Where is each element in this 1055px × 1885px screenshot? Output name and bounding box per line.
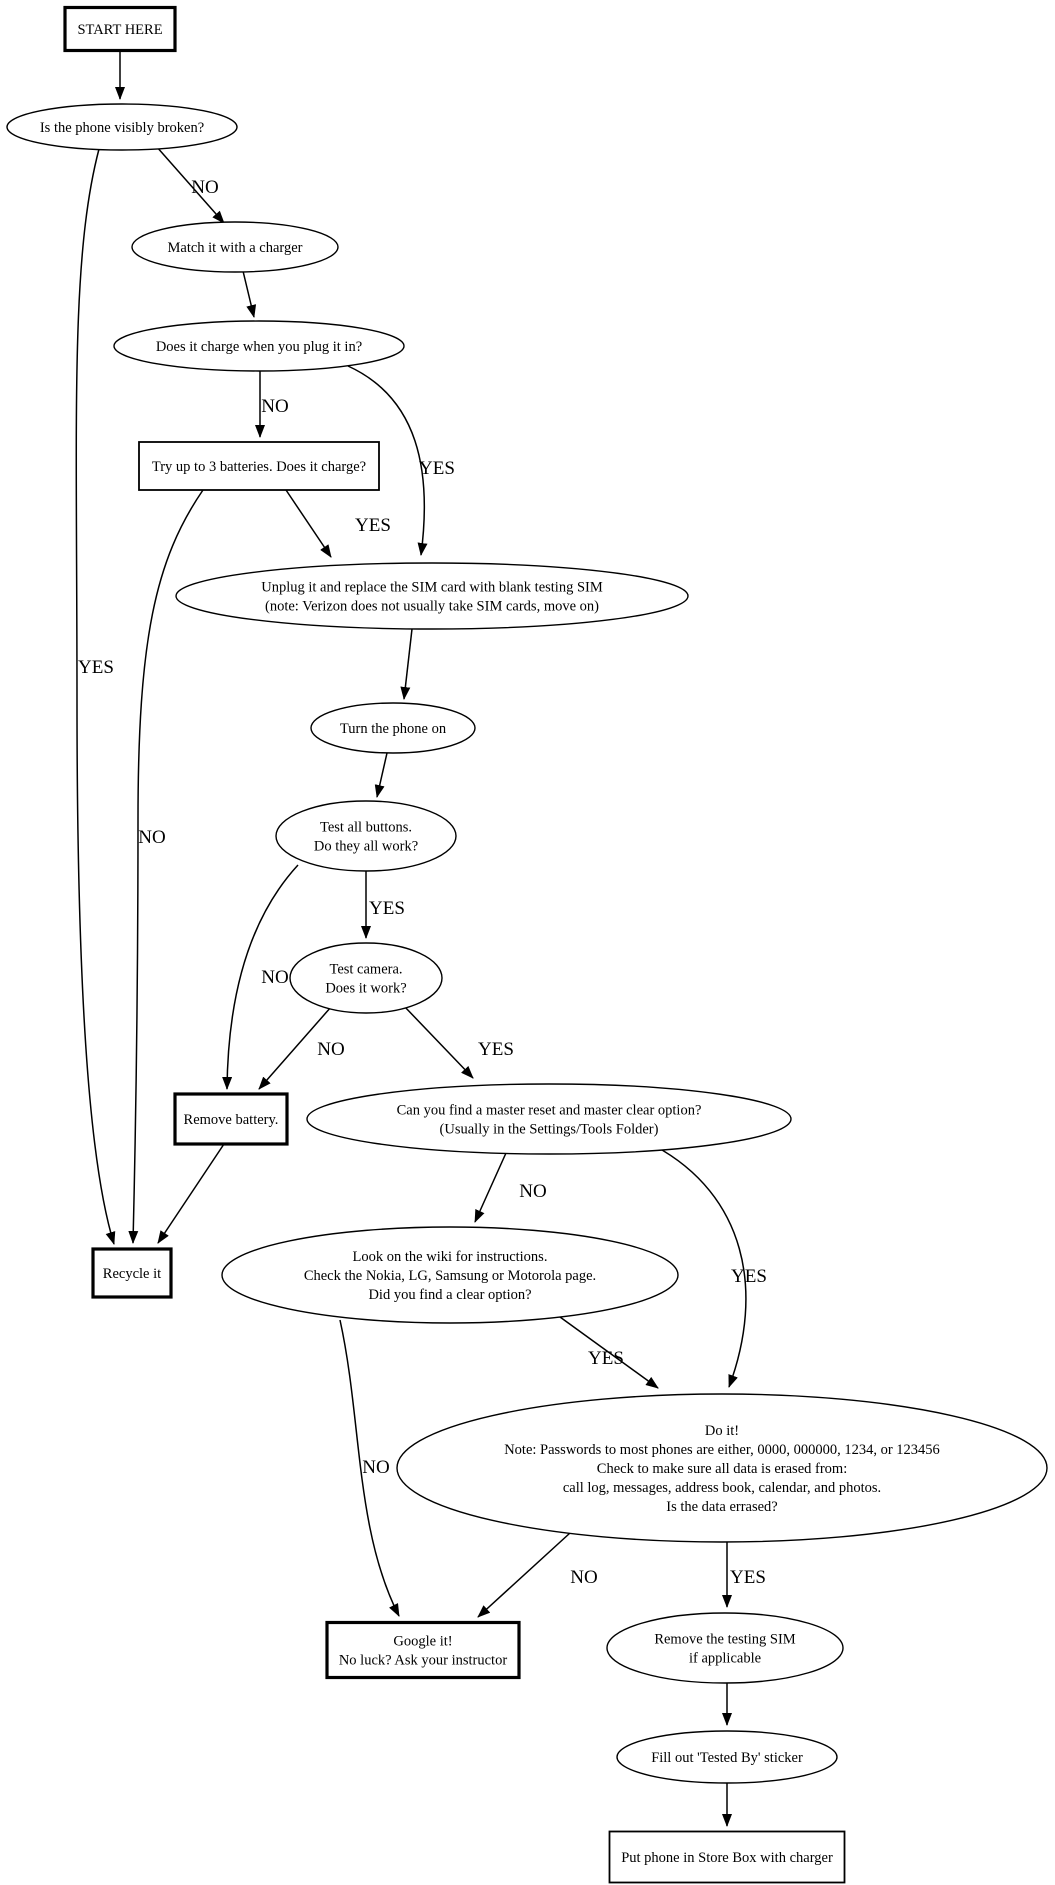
node-removesim xyxy=(607,1613,843,1683)
edge-removebattery-recycle xyxy=(158,1144,224,1243)
edge-doit-google xyxy=(478,1533,598,1617)
edge-label-wiki-google: NO xyxy=(362,1457,390,1478)
node-sticker xyxy=(617,1731,837,1783)
edge-label-buttons-removebattery: NO xyxy=(261,967,289,988)
node-google-label-line: No luck? Ask your instructor xyxy=(338,1652,508,1669)
edge-layer xyxy=(76,51,767,1826)
node-recycle xyxy=(93,1249,171,1297)
node-buttons xyxy=(276,801,456,871)
edge-label-batteries-recycle: NO xyxy=(138,827,166,848)
edge-buttons-camera xyxy=(366,871,405,938)
edge-line-batteries-unplug xyxy=(286,490,331,557)
edge-wiki-google xyxy=(340,1320,399,1616)
node-storebox-label-line: Put phone in Store Box with charger xyxy=(621,1850,833,1866)
edge-label-buttons-camera: YES xyxy=(369,898,405,919)
node-turnon xyxy=(311,703,475,753)
edge-camera-removebattery xyxy=(259,1007,345,1089)
node-broken xyxy=(7,104,237,150)
edge-doit-removesim xyxy=(727,1542,766,1607)
node-wiki-label-line: Check the Nokia, LG, Samsung or Motorola page. xyxy=(303,1268,597,1284)
node-charge xyxy=(114,321,404,371)
node-doit-label-line: Note: Passwords to most phones are either, 0000, 000000, 1234, or 123456 xyxy=(504,1442,940,1458)
node-batteries xyxy=(139,442,379,490)
edge-label-camera-removebattery: NO xyxy=(317,1039,345,1060)
node-camera-ellipse xyxy=(290,943,442,1013)
node-buttons-label-line: Test all buttons. xyxy=(319,819,413,836)
node-charge-label-line: Does it charge when you plug it in? xyxy=(155,339,363,355)
node-broken-label-line: Is the phone visibly broken? xyxy=(39,120,205,136)
node-unplug-label-line: Unplug it and replace the SIM card with blank testing SIM xyxy=(261,579,603,596)
edge-unplug-turnon xyxy=(404,629,412,699)
node-storebox xyxy=(610,1832,845,1883)
node-unplug xyxy=(176,563,688,629)
edge-turnon-buttons xyxy=(377,753,387,797)
node-layer xyxy=(7,8,1047,1883)
node-google xyxy=(327,1623,519,1678)
node-start xyxy=(65,8,175,51)
edge-label-wiki-doit: YES xyxy=(588,1348,624,1369)
edge-line-masterreset-wiki xyxy=(475,1153,506,1222)
node-camera-label-line: Does it work? xyxy=(325,980,407,997)
node-unplug-label-line: (note: Verizon does not usually take SIM cards, move on) xyxy=(265,598,599,615)
node-masterreset-label-line: (Usually in the Settings/Tools Folder) xyxy=(439,1121,659,1138)
node-doit-label-line: call log, messages, address book, calendar, and photos. xyxy=(562,1480,882,1496)
edge-line-doit-google xyxy=(478,1533,570,1617)
edge-charge-batteries xyxy=(260,371,289,437)
node-wiki xyxy=(222,1227,678,1323)
edge-line-turnon-buttons xyxy=(377,753,387,797)
node-buttons-ellipse xyxy=(276,801,456,871)
node-unplug-ellipse xyxy=(176,563,688,629)
node-buttons-label-line: Do they all work? xyxy=(313,838,419,855)
node-removesim-ellipse xyxy=(607,1613,843,1683)
edge-label-charge-unplug: YES xyxy=(419,458,455,479)
node-turnon-label-line: Turn the phone on xyxy=(339,721,447,737)
node-start-label-line: START HERE xyxy=(77,22,163,38)
edge-label-doit-google: NO xyxy=(570,1567,598,1588)
node-camera-label-line: Test camera. xyxy=(329,961,403,978)
edge-line-camera-masterreset xyxy=(404,1006,473,1078)
node-masterreset-label-line: Can you find a master reset and master clear option? xyxy=(396,1102,702,1119)
node-google-label-line: Google it! xyxy=(393,1633,453,1650)
node-sticker-label-line: Fill out 'Tested By' sticker xyxy=(651,1750,803,1766)
node-removesim-label-line: Remove the testing SIM xyxy=(654,1631,796,1648)
edge-label-batteries-unplug: YES xyxy=(355,515,391,536)
node-removebattery-label-line: Remove battery. xyxy=(183,1112,279,1128)
edge-batteries-unplug xyxy=(286,490,391,557)
edge-line-charger-charge xyxy=(243,271,254,317)
node-batteries-label-line: Try up to 3 batteries. Does it charge? xyxy=(151,459,367,475)
node-masterreset xyxy=(307,1084,791,1154)
edge-label-masterreset-wiki: NO xyxy=(519,1181,547,1202)
edge-charger-charge xyxy=(243,271,254,317)
edge-broken-charger xyxy=(156,146,224,223)
edge-label-charge-batteries: NO xyxy=(261,396,289,417)
node-doit-label-line: Check to make sure all data is erased from: xyxy=(596,1461,848,1477)
node-camera xyxy=(290,943,442,1013)
edge-label-camera-masterreset: YES xyxy=(478,1039,514,1060)
node-doit-label-line: Is the data errased? xyxy=(666,1499,778,1515)
node-doit xyxy=(397,1394,1047,1542)
edge-masterreset-wiki xyxy=(475,1153,547,1222)
edge-line-broken-recycle xyxy=(76,149,114,1244)
node-doit-label-line: Do it! xyxy=(704,1423,740,1439)
node-google-box xyxy=(327,1623,519,1678)
edge-wiki-doit xyxy=(560,1317,658,1388)
node-wiki-label-line: Look on the wiki for instructions. xyxy=(352,1249,548,1265)
edge-camera-masterreset xyxy=(404,1006,514,1078)
node-removebattery xyxy=(175,1094,287,1144)
edge-broken-recycle xyxy=(76,149,114,1244)
node-masterreset-ellipse xyxy=(307,1084,791,1154)
node-recycle-label-line: Recycle it xyxy=(102,1266,162,1282)
edge-line-removebattery-recycle xyxy=(158,1144,224,1243)
edge-label-broken-charger: NO xyxy=(191,177,219,198)
edge-buttons-removebattery xyxy=(227,865,298,1089)
node-removesim-label-line: if applicable xyxy=(688,1650,762,1667)
edge-line-unplug-turnon xyxy=(404,629,412,699)
node-charger-label-line: Match it with a charger xyxy=(167,240,303,256)
node-charger xyxy=(132,222,338,272)
node-wiki-label-line: Did you find a clear option? xyxy=(368,1287,532,1303)
edge-label-doit-removesim: YES xyxy=(730,1567,766,1588)
edge-label-masterreset-doit: YES xyxy=(731,1266,767,1287)
edge-label-broken-recycle: YES xyxy=(78,657,114,678)
